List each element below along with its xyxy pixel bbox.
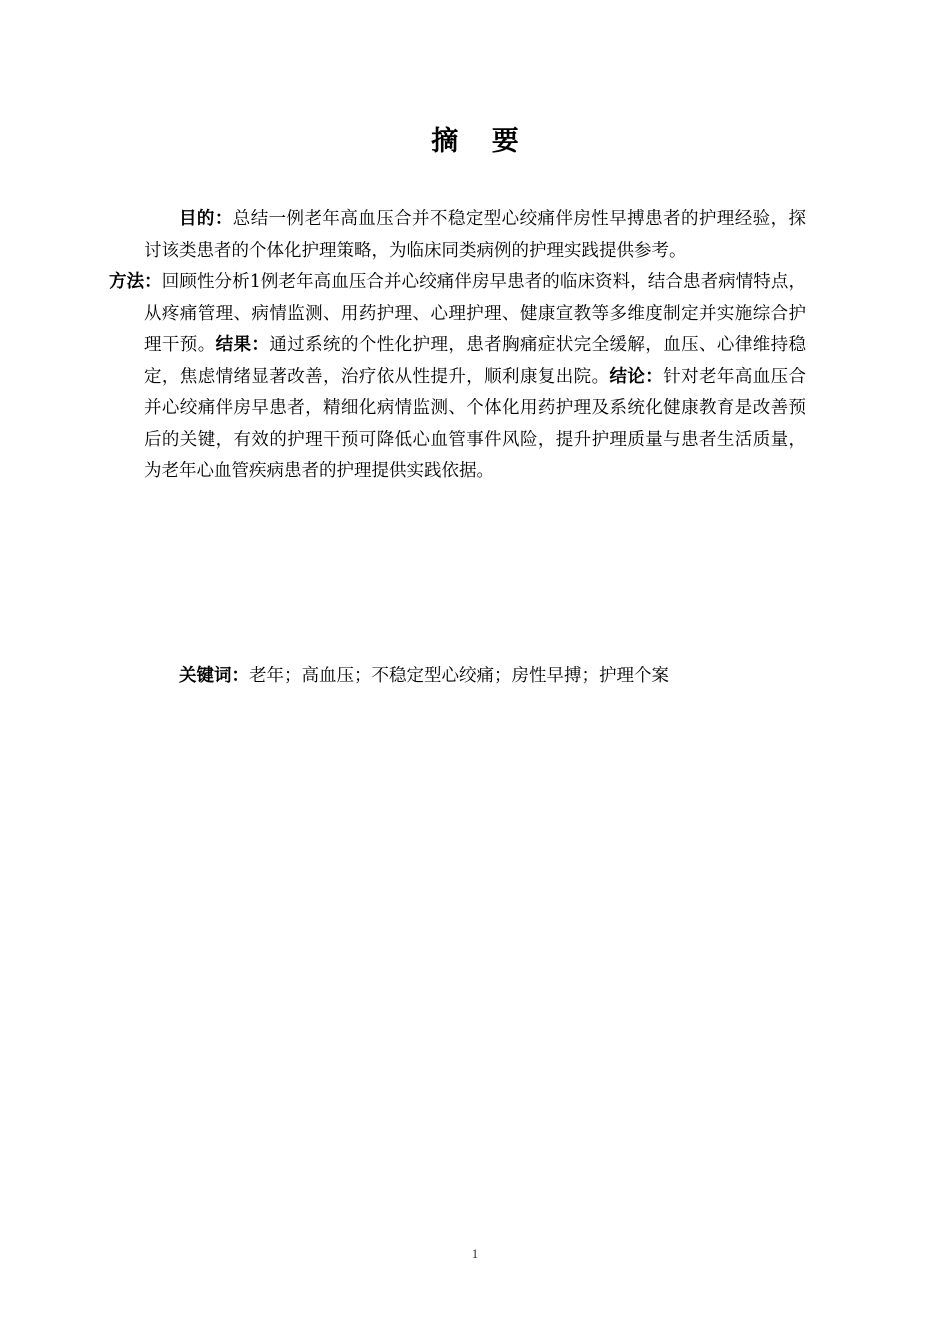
page-number: 1 [471,1246,479,1261]
keywords-text: 老年；高血压；不稳定型心绞痛；房性早搏；护理个案 [249,666,669,686]
method-text: 回顾性分析1例老年高血压合并心绞痛伴房早患者的临床资料，结合患者病情特点，从疼痛管理、病情监测、用药护理、心理护理、健康宣教等多维度制定并实施综合护理干预。 [144,272,806,355]
result-text: 通过系统的个性化护理，患者胸痛症状完全缓解，血压、心律维持稳定，焦虑情绪显著改善，治疗依从性提升，顺利康复出院。 [144,335,807,387]
method-label: 方法： [109,272,162,292]
conclusion-label: 结论： [609,366,664,387]
purpose-text: 总结一例老年高血压合并不稳定型心绞痛伴房性早搏患者的护理经验，探讨该类患者的个体化护理策略，为临床同类病例的护理实践提供参考。 [144,209,806,261]
page-title: 摘 要 [431,126,531,157]
keywords-label: 关键词： [179,666,249,686]
keywords-line [179,661,806,693]
abstract-body [109,204,807,488]
purpose-label: 目的： [179,209,233,229]
conclusion-text: 针对老年高血压合并心绞痛伴房早患者，精细化病情监测、个体化用药护理及系统化健康教育是改善预后的关键，有效的护理干预可降低心血管事件风险，提升护理质量与患者生活质量，为老年心血管疾病患者的护理提供实践依据。 [144,366,807,481]
result-label: 结果： [215,335,270,355]
